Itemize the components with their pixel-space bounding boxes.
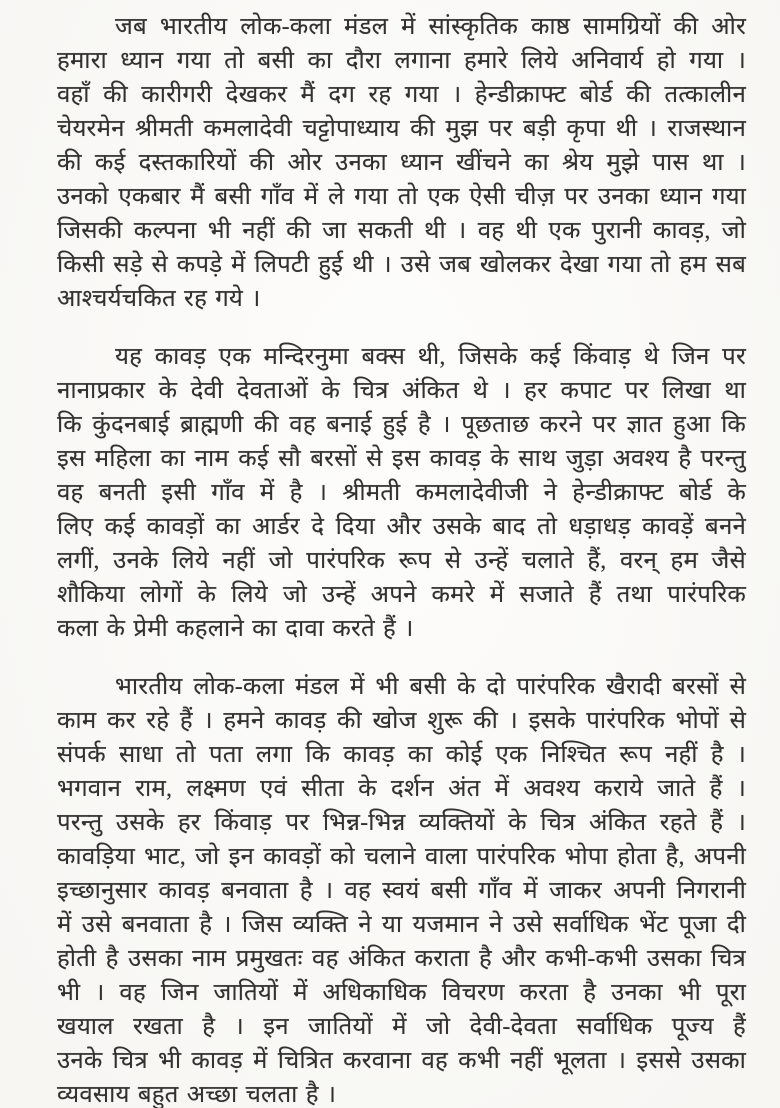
text-line: उनको एकबार मैं बसी गाँव में ले गया तो एक ऐसी चीज़ पर उनका ध्यान गया: [57, 184, 746, 210]
text-line: नानाप्रकार के देवी देवताओं के चित्र अंकित थे । हर कपाट पर लिखा था: [57, 378, 746, 404]
text-line: काम कर रहे हैं । हमने कावड़ की खोज शुरू की । इसके पारंपरिक भोपों से: [57, 708, 746, 734]
text-line: उनके चित्र भी कावड़ में चित्रित करवाना वह कभी नहीं भूलता । इससे उसका: [57, 1048, 746, 1074]
text-line: व्यवसाय बहुत अच्छा चलता है ।: [57, 1082, 337, 1108]
text-line: चेयरमेन श्रीमती कमलादेवी चट्टोपाध्याय की मुझ पर बड़ी कृपा थी । राजस्थान: [57, 116, 746, 142]
paragraph: [57, 670, 746, 1108]
text-line: हमारा ध्यान गया तो बसी का दौरा लगाना हमारे लिये अनिवार्य हो गया ।: [57, 48, 746, 74]
text-line: इच्छानुसार कावड़ बनवाता है । वह स्वयं बसी गाँव में जाकर अपनी निगरानी: [57, 878, 746, 904]
paragraph: [57, 10, 746, 316]
text-line: कि कुंदनबाई ब्राह्मणी की वह बनाई हुई है । पूछताछ करने पर ज्ञात हुआ कि: [57, 412, 746, 438]
text-line: होती है उसका नाम प्रमुखतः वह अंकित कराता है और कभी-कभी उसका चित्र: [57, 946, 746, 972]
text-line: भगवान राम, लक्ष्मण एवं सीता के दर्शन अंत में अवश्य कराये जाते हैं ।: [57, 776, 746, 802]
text-line: वह बनती इसी गाँव में है । श्रीमती कमलादेवीजी ने हेन्डीक्राफ्ट बोर्ड के: [57, 480, 746, 506]
text-line: भी । वह जिन जातियों में अधिकाधिक विचरण करता है उनका भी पूरा: [57, 980, 746, 1006]
text-line: लिए कई कावड़ों का आर्डर दे दिया और उसके बाद तो धड़ाधड़ कावड़ें बनने: [57, 514, 746, 540]
text-line: कला के प्रेमी कहलाने का दावा करते हैं ।: [57, 616, 414, 642]
text-line: भारतीय लोक-कला मंडल में भी बसी के दो पारंपरिक खैरादी बरसों से: [115, 674, 746, 700]
text-line: खयाल रखता है । इन जातियों में जो देवी-देवता सर्वाधिक पूज्य हैं: [57, 1014, 746, 1040]
text-line: वहाँ की कारीगरी देखकर मैं दग रह गया । हेन्डीक्राफ्ट बोर्ड की तत्कालीन: [57, 82, 746, 108]
text-line: संपर्क साधा तो पता लगा कि कावड़ का कोई एक निश्चित रूप नहीं है ।: [57, 742, 746, 768]
text-line: परन्तु उसके हर किंवाड़ पर भिन्न-भिन्न व्यक्तियों के चित्र अंकित रहते हैं ।: [57, 810, 746, 836]
text-line: किसी सड़े से कपड़े में लिपटी हुई थी । उसे जब खोलकर देखा गया तो हम सब: [57, 252, 746, 278]
text-line: आश्चर्यचकित रह गये ।: [57, 286, 261, 312]
text-line: की कई दस्तकारियों की ओर उनका ध्यान खींचने का श्रेय मुझे पास था ।: [57, 150, 746, 176]
text-line: शौकिया लोगों के लिये जो उन्हें अपने कमरे में सजाते हैं तथा पारंपरिक: [57, 582, 746, 608]
text-line: कावड़िया भाट, जो इन कावड़ों को चलाने वाला पारंपरिक भोपा होता है, अपनी: [57, 844, 746, 870]
text-line: में उसे बनवाता है । जिस व्यक्ति ने या यजमान ने उसे सर्वाधिक भेंट पूजा दी: [57, 912, 746, 938]
text-line: लगीं, उनके लिये नहीं जो पारंपरिक रूप से उन्हें चलाते हैं, वरन् हम जैसे: [57, 548, 746, 574]
paragraph: [57, 340, 746, 646]
text-line: यह कावड़ एक मन्दिरनुमा बक्स थी, जिसके कई किंवाड़ थे जिन पर: [115, 344, 746, 370]
text-block: [57, 10, 746, 1108]
text-line: जिसकी कल्पना भी नहीं की जा सकती थी । वह थी एक पुरानी कावड़, जो: [57, 218, 746, 244]
text-line: इस महिला का नाम कई सौ बरसों से इस कावड़ के साथ जुड़ा अवश्य है परन्तु: [57, 446, 746, 472]
text-line: जब भारतीय लोक-कला मंडल में सांस्कृतिक काष्ठ सामग्रियों की ओर: [115, 14, 746, 40]
